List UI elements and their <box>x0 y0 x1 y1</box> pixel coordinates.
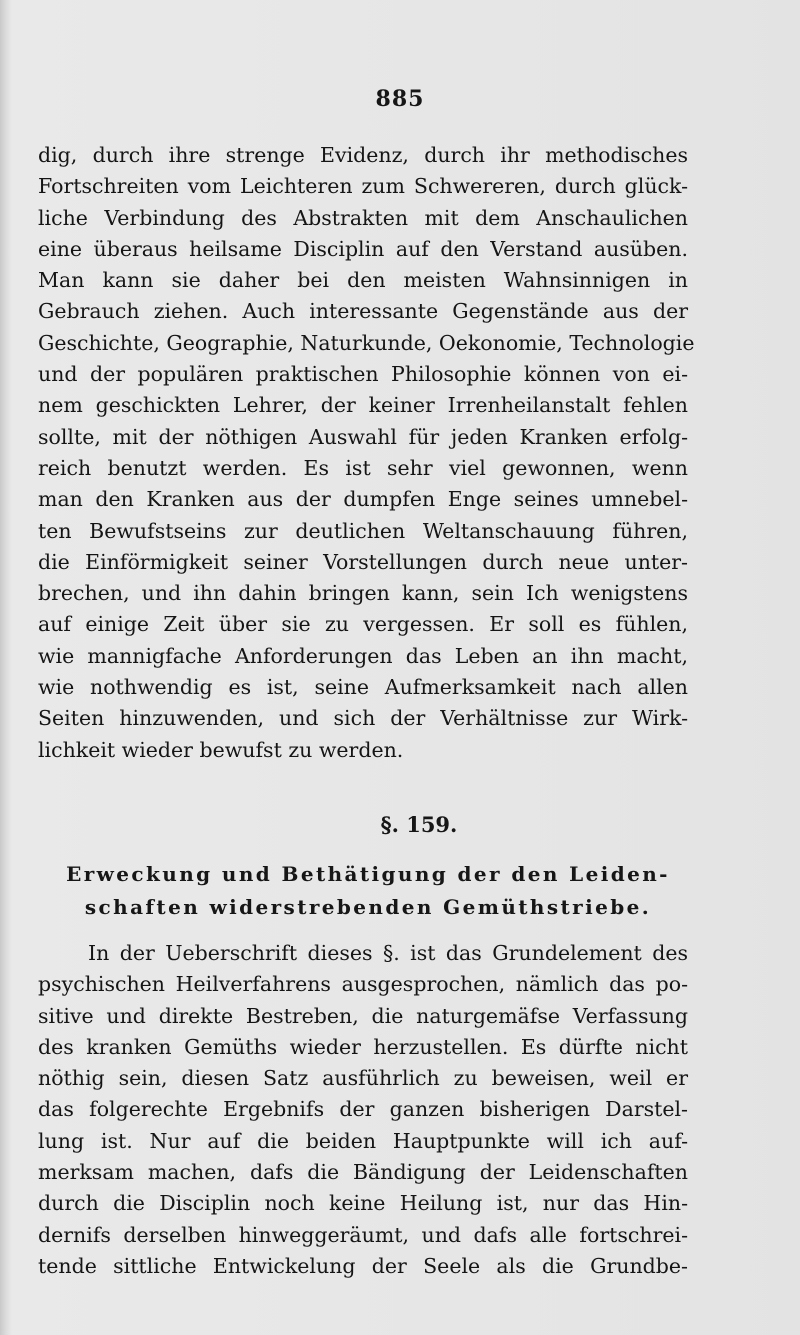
section-heading <box>48 858 688 924</box>
text-line: wie nothwendig es ist, seine Aufmerksamkeit nach allen <box>38 675 688 700</box>
text-line: die Einförmigkeit seiner Vorstellungen durch neue unter- <box>38 549 688 574</box>
paragraph-continued <box>38 140 695 766</box>
text-line: und der populären praktischen Philosophie können von ei- <box>38 362 688 387</box>
page-number: 885 <box>375 86 425 112</box>
text-line: durch die Disciplin noch keine Heilung ist, nur das Hin- <box>38 1191 688 1216</box>
text-line: reich benutzt werden. Es ist sehr viel gewonnen, wenn <box>38 455 688 480</box>
text-line: sitive und direkte Bestreben, die naturgemäfse Verfassung <box>38 1003 688 1028</box>
text-line: Gebrauch ziehen. Auch interessante Gegenstände aus der <box>38 299 688 324</box>
text-line: des kranken Gemüths wieder herzustellen. Es dürfte nicht <box>38 1034 688 1059</box>
section-number: §. 159. <box>380 812 458 837</box>
paragraph-section-body <box>38 938 688 1282</box>
text-line: auf einige Zeit über sie zu vergessen. Er soll es fühlen, <box>38 612 688 637</box>
text-line: psychischen Heilverfahrens ausgesprochen, nämlich das po- <box>38 972 688 997</box>
text-line: sollte, mit der nöthigen Auswahl für jeden Kranken erfolg- <box>38 424 688 449</box>
text-line: liche Verbindung des Abstrakten mit dem Anschaulichen <box>38 205 688 230</box>
text-line: In der Ueberschrift dieses §. ist das Grundelement des <box>88 941 688 965</box>
text-line: brechen, und ihn dahin bringen kann, sein Ich wenigstens <box>38 581 688 606</box>
text-line: tende sittliche Entwickelung der Seele als die Grundbe- <box>38 1253 688 1278</box>
text-line: lichkeit wieder bewufst zu werden. <box>38 737 404 762</box>
text-line: merksam machen, dafs die Bändigung der Leidenschaften <box>38 1160 688 1185</box>
text-line: Fortschreiten vom Leichteren zum Schwereren, durch glück- <box>38 174 688 199</box>
text-line: ten Bewufstseins zur deutlichen Weltanschauung führen, <box>38 518 688 543</box>
section-heading-line: schaften widerstrebenden Gemüthstriebe. <box>84 895 652 919</box>
text-line: eine überaus heilsame Disciplin auf den Verstand ausüben. <box>38 236 688 261</box>
text-line: Man kann sie daher bei den meisten Wahnsinnigen in <box>38 268 688 293</box>
text-line: dernifs derselben hinweggeräumt, und dafs alle fortschrei- <box>38 1222 688 1247</box>
section-heading-line: Erweckung und Bethätigung der den Leiden- <box>66 862 670 886</box>
text-line: das folgerechte Ergebnifs der ganzen bisherigen Darstel- <box>38 1097 688 1122</box>
text-line: lung ist. Nur auf die beiden Hauptpunkte will ich auf- <box>38 1128 688 1153</box>
text-line: nem geschickten Lehrer, der keiner Irrenheilanstalt fehlen <box>38 393 688 418</box>
text-line: dig, durch ihre strenge Evidenz, durch ihr methodisches <box>38 143 688 167</box>
text-line: man den Kranken aus der dumpfen Enge seines umnebel- <box>38 487 688 512</box>
text-line: Geschichte, Geographie, Naturkunde, Oekonomie, Technologie <box>38 330 695 355</box>
text-line: Seiten hinzuwenden, und sich der Verhältnisse zur Wirk- <box>38 706 688 731</box>
text-line: nöthig sein, diesen Satz ausführlich zu beweisen, weil er <box>38 1066 688 1091</box>
text-line: wie mannigfache Anforderungen das Leben an ihn macht, <box>38 643 688 668</box>
